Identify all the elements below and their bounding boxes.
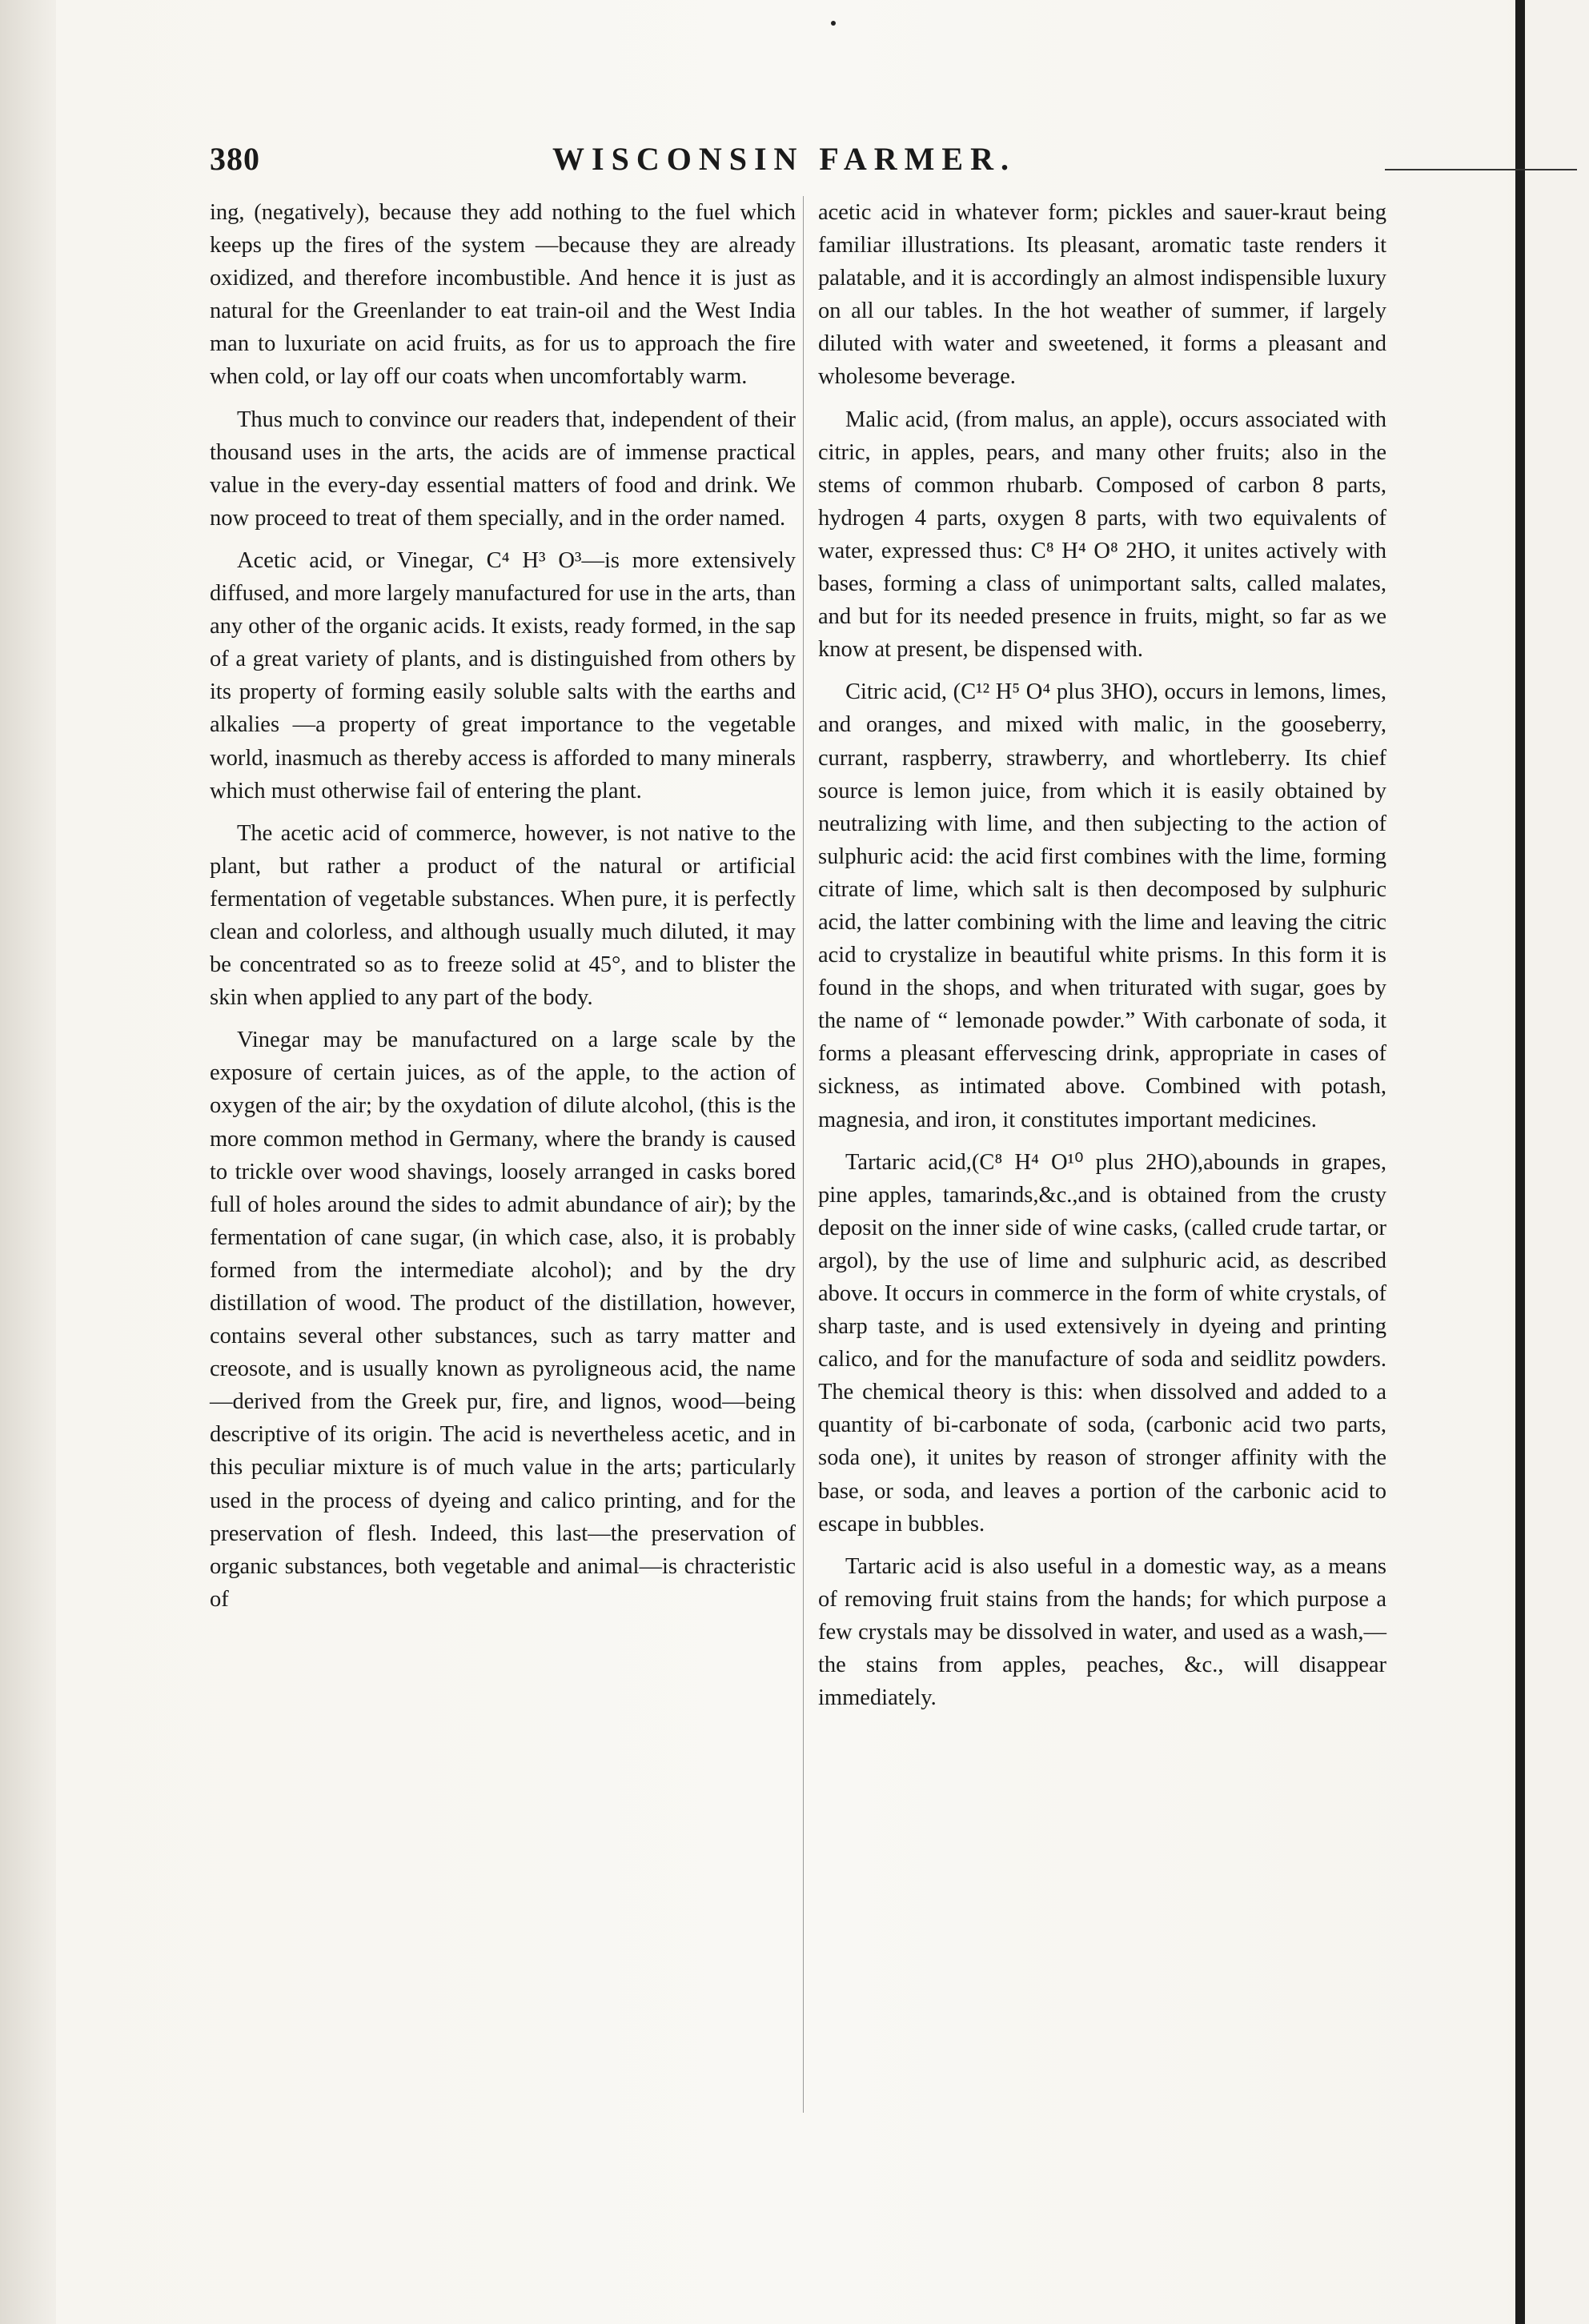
paragraph: Acetic acid, or Vinegar, C⁴ H³ O³—is more extensively diffused, and more largely manufactured for use in the arts, than any other of the organic acids. It exists, ready formed, in the sap of a great variety of plants, and is distinguished from others by its property of forming easily soluble salts with the earths and alkalies —a property of great importance to the vegetable world, inasmuch as thereby access is afforded to many minerals which must otherwise fail of entering the plant. [210,547,796,803]
paragraph: Thus much to convince our readers that, independent of their thousand uses in the arts, the acids are of immense practical value in the every-day essential matters of food and drink. We now proceed to treat of them specially, and in the order named. [210,407,796,531]
column-divider [803,196,804,2113]
paragraph: Tartaric acid,(C⁸ H⁴ O¹⁰ plus 2HO),abounds in grapes, pine apples, tamarinds,&c.,and is obtained from the crusty deposit on the inner side of wine casks, (called crude tartar, or argol), by the use of lime and sulphuric acid, as described above. It occurs in commerce in the form of white crystals, of sharp taste, and is used extensively in dyeing and printing calico, and for the manufacture of soda and seidlitz powders. The chemical theory is this: when dissolved and added to a quantity of bi-carbonate of soda, (carbonic acid two parts, soda one), it unites by reason of stronger affinity with the base, or soda, and leaves a portion of the carbonic acid to escape in bubbles. [818,1149,1386,1537]
paragraph: Vinegar may be manufactured on a large scale by the exposure of certain juices, as of the apple, to the action of oxygen of the air; by the oxydation of dilute alcohol, (this is the more common method in Germany, where the brandy is caused to trickle over wood shavings, loosely arranged in casks bored full of holes around the sides to admit abundance of air); by the fermentation of cane sugar, (in which case, also, it is probably formed from the intermediate alcohol); and by the dry distillation of wood. The product of the distillation, however, contains several other substances, such as tarry matter and creosote, and is usually known as pyroligneous acid, the name—derived from the Greek pur, fire, and lignos, wood—being descriptive of its origin. The acid is nevertheless acetic, and in this peculiar mixture is of much value in the arts; particularly used in the process of dyeing and calico printing, and for the preservation of flesh. Indeed, this last—the preservation of organic substances, both vegetable and animal—is chracteristic of [210,1028,796,1612]
page-left-edge-shadow [0,0,56,2324]
paragraph: Malic acid, (from malus, an apple), occurs associated with citric, in apples, pears, and many other fruits; also in the stems of common rhubarb. Composed of carbon 8 parts, hydrogen 4 parts, oxygen 8 parts, with two equivalents of water, expressed thus: C⁸ H⁴ O⁸ 2HO, it unites actively with bases, forming a class of unimportant salts, called malates, and but for its needed presence in fruits, might, so far as we know at present, be dispensed with. [818,407,1386,663]
running-title: WISCONSIN FARMER. [552,141,1016,177]
paragraph: ing, (negatively), because they add nothing to the fuel which keeps up the fires of the system —because they are already oxidized, and therefore incombustible. And hence it is just as natural for the Greenlander to eat train-oil and the West India man to luxuriate on acid fruits, as for us to approach the fire when cold, or lay off our coats when uncomfortably warm. [210,200,796,390]
page-header [210,140,1410,188]
left-column [210,196,796,1625]
paragraph: Tartaric acid is also useful in a domestic way, as a means of removing fruit stains from the hands; for which purpose a few crystals may be dissolved in water, and used as a wash,—the stains from apples, peaches, &c., will disappear immediately. [818,1553,1386,1711]
right-column [818,196,1386,1724]
page-binding-edge [1515,0,1525,2324]
page-number: 380 [210,141,260,177]
page-right-margin [1525,0,1589,2324]
paragraph: acetic acid in whatever form; pickles and sauer-kraut being familiar illustrations. Its pleasant, aromatic taste renders it palatable, and it is accordingly an almost indispensible luxury on all our tables. In the hot weather of summer, if largely diluted with water and sweetened, it forms a pleasant and wholesome beverage. [818,200,1386,390]
ink-speck [831,21,836,26]
paragraph: Citric acid, (C¹² H⁵ O⁴ plus 3HO), occurs in lemons, limes, and oranges, and mixed with malic, in the gooseberry, currant, raspberry, strawberry, and whortleberry. Its chief source is lemon juice, from which it is easily obtained by neutralizing with lime, and then subjecting to the action of sulphuric acid: the acid first combines with the lime, forming citrate of lime, which salt is then decomposed by sulphuric acid, the latter combining with the lime and leaving the citric acid to crystalize in beautiful white prisms. In this form it is found in the shops, and when triturated with sugar, goes by the name of “ lemonade powder.” With carbonate of soda, it forms a pleasant effervescing drink, appropriate in cases of sickness, as intimated above. Combined with potash, magnesia, and iron, it constitutes important medicines. [818,679,1386,1132]
paragraph: The acetic acid of commerce, however, is not native to the plant, but rather a product of the natural or artificial fermentation of vegetable substances. When pure, it is perfectly clean and colorless, and although usually much diluted, it may be concentrated so as to freeze solid at 45°, and to blister the skin when applied to any part of the body. [210,820,796,1011]
header-rule [1385,169,1577,170]
